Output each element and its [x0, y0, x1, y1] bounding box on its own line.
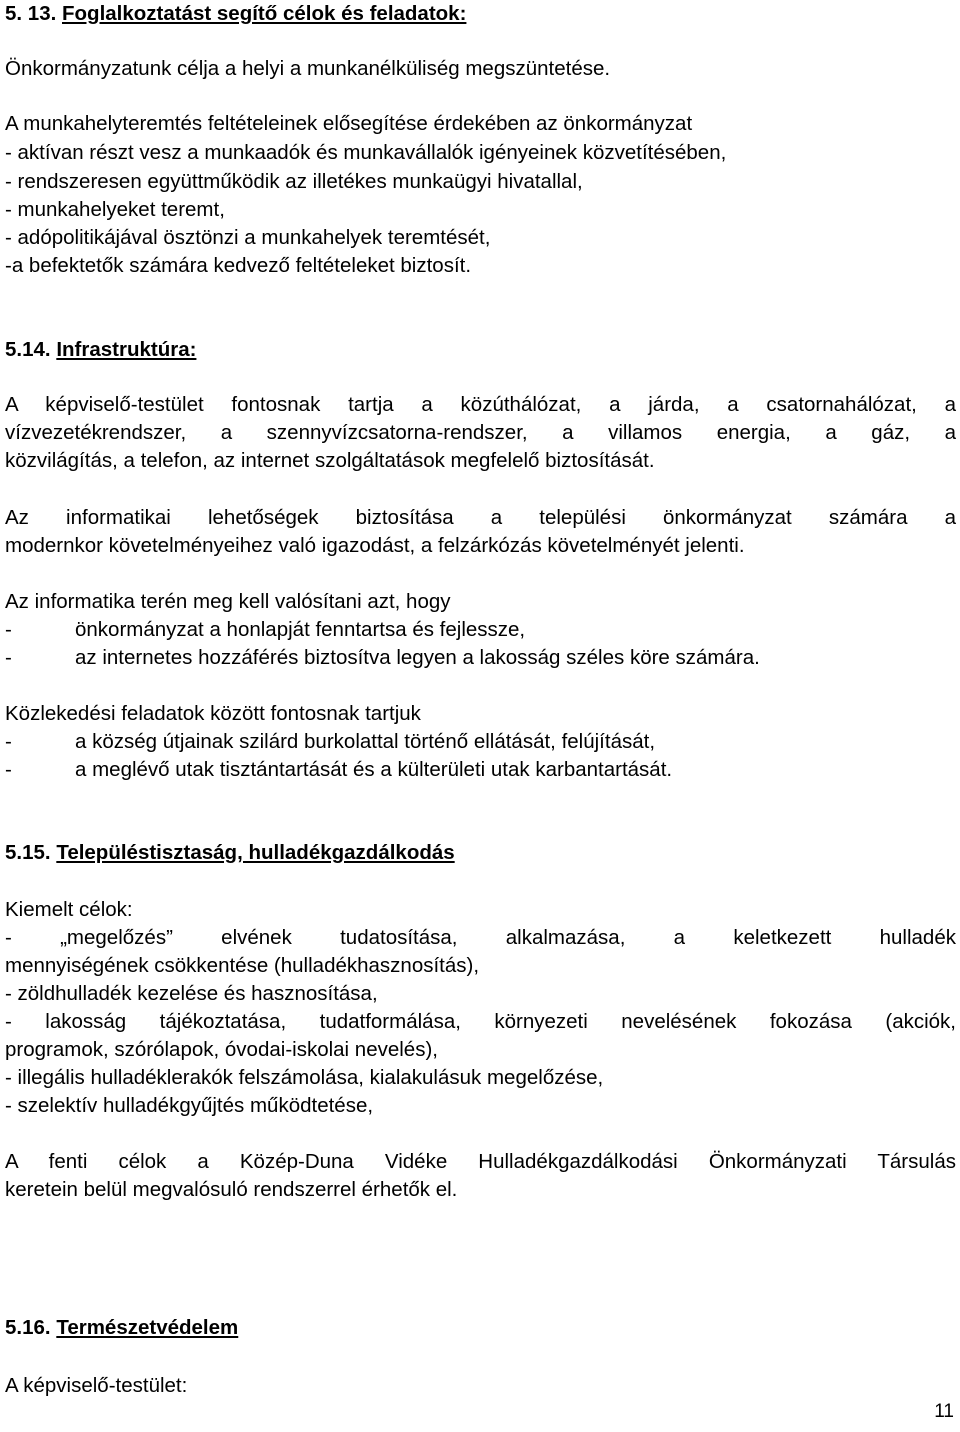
paragraph-line: vízvezetékrendszer, a szennyvízcsatorna-rendszer, a villamos energia, a gáz, a	[5, 421, 956, 444]
page-number: 11	[934, 1401, 954, 1422]
list-item: - illegális hulladéklerakók felszámolása, kialakulásuk megelőzése,	[5, 1066, 604, 1089]
section-heading-5-13	[5, 1, 956, 27]
section-heading-5-16	[5, 1315, 956, 1341]
paragraph-line: A képviselő-testület:	[5, 1374, 188, 1397]
list-item	[5, 617, 956, 643]
section-number: 5.15.	[5, 841, 51, 864]
paragraph-line: A képviselő-testület fontosnak tartja a közúthálózat, a járda, a csatornahálózat, a	[5, 393, 956, 416]
section-title: Foglalkoztatást segítő célok és feladatok:	[62, 2, 467, 25]
bullet-dash: -	[5, 618, 12, 641]
list-item	[5, 757, 956, 783]
section-heading-5-15	[5, 840, 956, 866]
section-title: Infrastruktúra:	[56, 338, 197, 361]
paragraph-line: Az informatika terén meg kell valósítani azt, hogy	[5, 590, 451, 613]
bullet-dash: -	[5, 758, 12, 781]
section-title: Településtisztaság, hulladékgazdálkodás	[56, 841, 455, 864]
section-title: Természetvédelem	[56, 1316, 239, 1339]
paragraph-line: közvilágítás, a telefon, az internet szolgáltatások megfelelő biztosítását.	[5, 449, 655, 472]
paragraph-line: modernkor követelményeihez való igazodást, a felzárkózás követelményét jelenti.	[5, 534, 745, 557]
bullet-dash: -	[5, 730, 12, 753]
section-number: 5.14.	[5, 338, 51, 361]
list-item-text: a község útjainak szilárd burkolattal történő ellátását, felújítását,	[75, 730, 656, 753]
list-item: - lakosság tájékoztatása, tudatformálása, környezeti nevelésének fokozása (akciók,	[5, 1010, 956, 1033]
section-number: 5.16.	[5, 1316, 51, 1339]
section-heading-5-14	[5, 337, 956, 363]
list-item: - szelektív hulladékgyűjtés működtetése,	[5, 1094, 374, 1117]
list-item	[5, 729, 956, 755]
list-item: - adópolitikájával ösztönzi a munkahelyek teremtését,	[5, 226, 491, 249]
list-item-text: az internetes hozzáférés biztosítva legyen a lakosság széles köre számára.	[75, 646, 760, 669]
list-item: - munkahelyeket teremt,	[5, 198, 225, 221]
list-item-text: a meglévő utak tisztántartását és a külterületi utak karbantartását.	[75, 758, 673, 781]
paragraph-line: Önkormányzatunk célja a helyi a munkanélküliség megszüntetése.	[5, 57, 611, 80]
section-number: 5. 13.	[5, 2, 57, 25]
list-item: - „megelőzés” elvének tudatosítása, alkalmazása, a keletkezett hulladék	[5, 926, 956, 949]
list-item: - rendszeresen együttműködik az illetékes munkaügyi hivatallal,	[5, 170, 583, 193]
list-item: - zöldhulladék kezelése és hasznosítása,	[5, 982, 378, 1005]
paragraph-line: keretein belül megvalósuló rendszerrel érhetők el.	[5, 1178, 458, 1201]
paragraph-line: Kiemelt célok:	[5, 898, 133, 921]
paragraph-line: A fenti célok a Közép-Duna Vidéke Hulladékgazdálkodási Önkormányzati Társulás	[5, 1150, 956, 1173]
list-item-continuation: mennyiségének csökkentése (hulladékhasznosítás),	[5, 954, 480, 977]
paragraph-line: Közlekedési feladatok között fontosnak tartjuk	[5, 702, 421, 725]
list-item-text: önkormányzat a honlapját fenntartsa és fejlessze,	[75, 618, 526, 641]
list-item	[5, 645, 956, 671]
list-item-continuation: programok, szórólapok, óvodai-iskolai nevelés),	[5, 1038, 438, 1061]
bullet-dash: -	[5, 646, 12, 669]
paragraph-line: A munkahelyteremtés feltételeinek elősegítése érdekében az önkormányzat	[5, 112, 693, 135]
paragraph-line: Az informatikai lehetőségek biztosítása a települési önkormányzat számára a	[5, 506, 956, 529]
list-item: -a befektetők számára kedvező feltételeket biztosít.	[5, 254, 472, 277]
list-item: - aktívan részt vesz a munkaadók és munkavállalók igényeinek közvetítésében,	[5, 141, 727, 164]
